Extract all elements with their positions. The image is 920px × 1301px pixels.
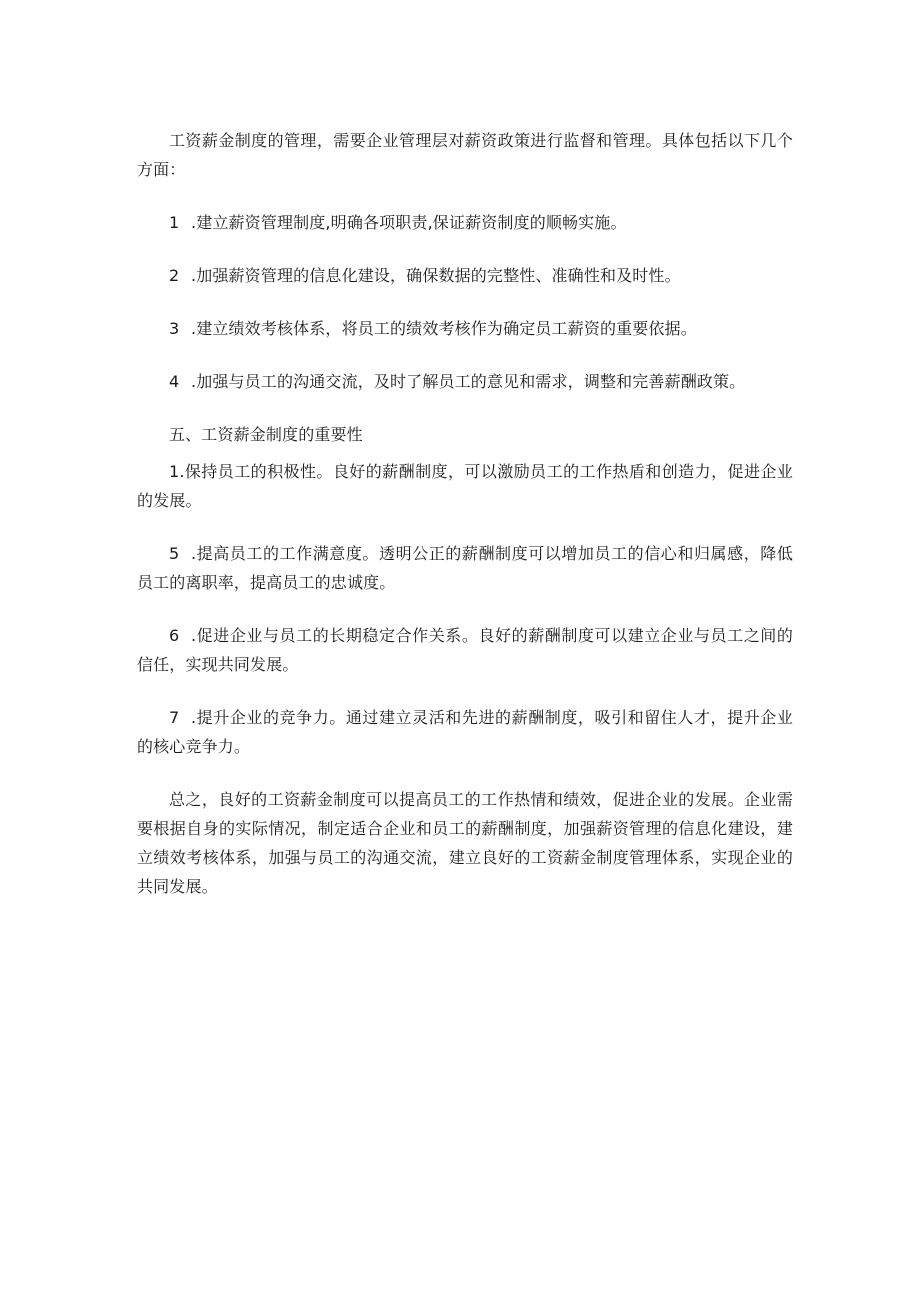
item-text: .促进企业与员工的长期稳定合作关系。良好的薪酬制度可以建立企业与员工之间的信任，实现共同发展。 — [137, 626, 793, 674]
item-text: .建立薪资管理制度,明确各项职责,保证薪资制度的顺畅实施。 — [191, 213, 627, 232]
item-text: .建立绩效考核体系，将员工的绩效考核作为确定员工薪资的重要依据。 — [191, 319, 697, 338]
item-number: 1 — [169, 213, 180, 232]
item-number: 3 — [169, 319, 180, 338]
management-item-4 — [137, 367, 793, 396]
item-number: 5 — [169, 544, 180, 563]
importance-item-6 — [137, 621, 793, 679]
management-item-1 — [137, 208, 793, 237]
item-text: .加强与员工的沟通交流，及时了解员工的意见和需求，调整和完善薪酬政策。 — [191, 372, 746, 391]
item-text: .提升企业的竞争力。通过建立灵活和先进的薪酬制度，吸引和留住人才，提升企业的核心竞争力。 — [137, 708, 793, 756]
item-number: 4 — [169, 372, 180, 391]
intro-paragraph: 工资薪金制度的管理，需要企业管理层对薪资政策进行监督和管理。具体包括以下几个方面： — [137, 131, 793, 179]
item-number: 7 — [169, 708, 180, 727]
importance-item-5 — [137, 539, 793, 597]
importance-item-1: 1.保持员工的积极性。良好的薪酬制度，可以激励员工的工作热盾和创造力，促进企业的发展。 — [137, 462, 793, 510]
management-item-2 — [137, 261, 793, 290]
item-number: 6 — [169, 626, 180, 645]
conclusion-paragraph: 总之，良好的工资薪金制度可以提高员工的工作热情和绩效，促进企业的发展。企业需要根据自身的实际情况，制定适合企业和员工的薪酬制度，加强薪资管理的信息化建设，建立绩效考核体系，加强与员工的沟通交流，建立良好的工资薪金制度管理体系，实现企业的共同发展。 — [137, 790, 793, 896]
item-text: .提高员工的工作满意度。透明公正的薪酬制度可以增加员工的信心和归属感，降低员工的离职率，提高员工的忠诚度。 — [137, 544, 793, 592]
document-body — [137, 126, 793, 925]
section-heading: 五、工资薪金制度的重要性 — [169, 425, 363, 444]
management-item-3 — [137, 314, 793, 343]
item-number: 2 — [169, 266, 180, 285]
importance-item-7 — [137, 703, 793, 761]
item-text: .加强薪资管理的信息化建设，确保数据的完整性、准确性和及时性。 — [191, 266, 681, 285]
